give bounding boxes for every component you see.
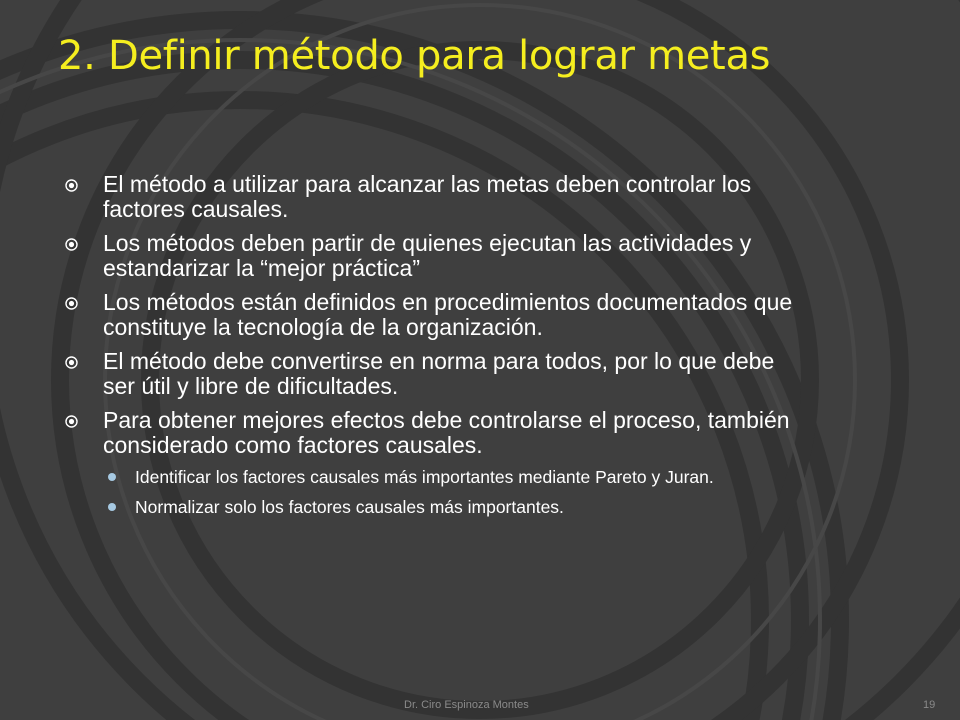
- bullet-item: [64, 349, 804, 399]
- circled-dot-icon: [65, 297, 78, 310]
- bullet-item: [64, 290, 804, 340]
- bullet-item: [64, 231, 804, 281]
- circled-dot-icon: [65, 415, 78, 428]
- bullet-text: El método a utilizar para alcanzar las metas deben controlar los factores causales.: [103, 171, 752, 222]
- circled-dot-icon: [65, 179, 78, 192]
- circled-dot-icon: [65, 356, 78, 369]
- sub-bullet-item: [64, 497, 804, 518]
- bullet-text: Para obtener mejores efectos debe controlarse el proceso, también considerado como factores causales.: [103, 407, 790, 458]
- filled-circle-icon: [108, 473, 116, 481]
- bullet-item: [64, 408, 804, 458]
- slide-number: 19: [923, 699, 936, 711]
- sub-bullet-text: Normalizar solo los factores causales más importantes.: [135, 497, 564, 517]
- sub-bullet-text: Identificar los factores causales más importantes mediante Pareto y Juran.: [135, 467, 714, 487]
- bullet-list: [64, 172, 804, 527]
- footer-author: Dr. Ciro Espinoza Montes: [404, 699, 529, 711]
- bullet-item: [64, 172, 804, 222]
- filled-circle-icon: [108, 503, 116, 511]
- bullet-text: Los métodos están definidos en procedimientos documentados que constituye la tecnología de la organización.: [103, 289, 793, 340]
- bullet-text: Los métodos deben partir de quienes ejecutan las actividades y estandarizar la “mejor práctica”: [103, 230, 752, 281]
- sub-bullet-item: [64, 467, 804, 488]
- circled-dot-icon: [65, 238, 78, 251]
- slide-title: 2. Definir método para lograr metas: [58, 33, 771, 79]
- bullet-text: El método debe convertirse en norma para todos, por lo que debe ser útil y libre de dificultades.: [103, 348, 775, 399]
